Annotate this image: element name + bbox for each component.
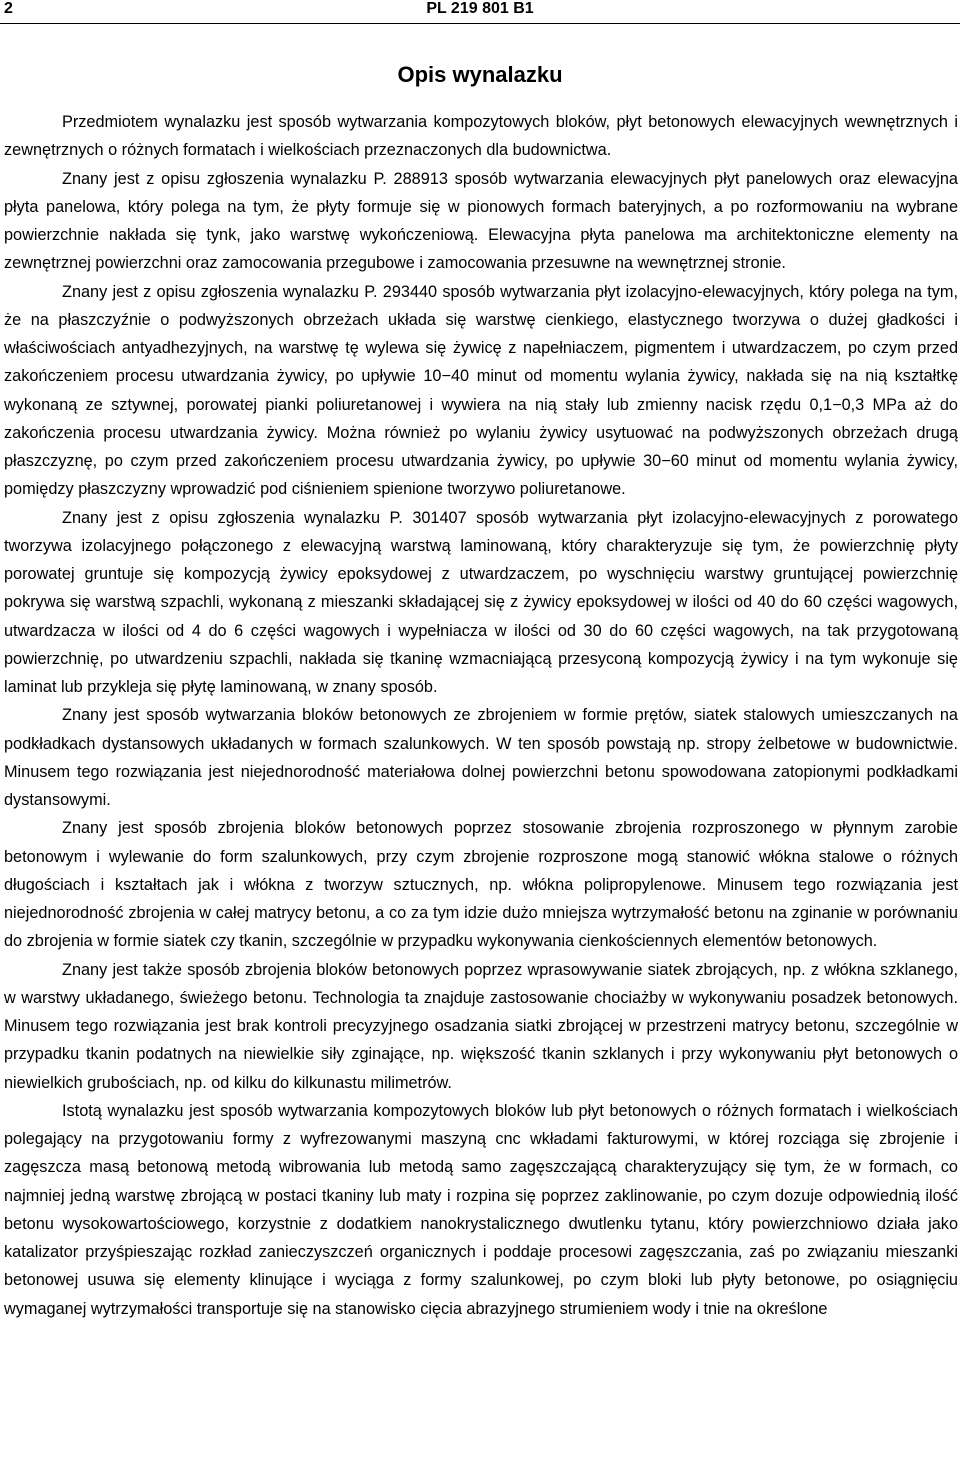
document-body: [4, 108, 958, 1323]
page-number: 2: [4, 0, 13, 17]
paragraph-3: Znany jest z opisu zgłoszenia wynalazku P. 293440 sposób wytwarzania płyt izolacyjno-elewacyjnych, który polega na tym, że na płaszczyźnie o podwyższonych obrzeżach układa się warstwę cienkiego, elastycznego tworzywa o dużej gładkości i właściwościach antyadhezyjnych, na warstwę tę wylewa się żywicę z napełniaczem, pigmentem i utwardzaczem, po czym przed zakończeniem procesu utwardzania żywicy, po upływie 10−40 minut od momentu wylania żywicy, nakłada się na nią kształtkę wykonaną ze sztywnej, porowatej pianki poliuretanowej i wywiera na nią stały lub zmienny nacisk rzędu 0,1−0,3 MPa aż do zakończenia procesu utwardzania żywicy. Można również po wylaniu żywicy usytuować na podwyższonych obrzeżach drugą płaszczyznę, po czym przed zakończeniem procesu utwardzania żywicy, po upływie 30−60 minut od momentu wylania żywicy, pomiędzy płaszczyzny wprowadzić pod ciśnieniem spienione tworzywo poliuretanowe.: [4, 282, 958, 499]
paragraph-1: Przedmiotem wynalazku jest sposób wytwarzania kompozytowych bloków, płyt betonowych elewacyjnych wewnętrznych i zewnętrznych o różnych formatach i wielkościach przeznaczonych dla budownictwa.: [4, 113, 958, 160]
paragraph-5: Znany jest sposób wytwarzania bloków betonowych ze zbrojeniem w formie prętów, siatek stalowych umieszczanych na podkładkach dystansowych układanych w formach szalunkowych. W ten sposób powstają np. stropy żelbetowe w budownictwie. Minusem tego rozwiązania jest niejednorodność materiałowa dolnej powierzchni betonu spowodowana zatopionymi podkładkami dystansowymi.: [4, 706, 958, 809]
paragraph-6: Znany jest sposób zbrojenia bloków betonowych poprzez stosowanie zbrojenia rozproszonego w płynnym zarobie betonowym i wylewanie do form szalunkowych, przy czym zbrojenie rozproszone mogą stanowić włókna stalowe o różnych długościach i kształtach jak i włókna z tworzyw sztucznych, np. włókna polipropylenowe. Minusem tego rozwiązania jest niejednorodność zbrojenia w całej matrycy betonu, a co za tym idzie dużo mniejsza wytrzymałość betonu na zginanie w porównaniu do zbrojenia w formie siatek czy tkanin, szczególnie w przypadku wykonywania cienkościennych elementów betonowych.: [4, 819, 958, 951]
paragraph-7: Znany jest także sposób zbrojenia bloków betonowych poprzez wprasowywanie siatek zbrojących, np. z włókna szklanego, w warstwy układanego, świeżego betonu. Technologia ta znajduje zastosowanie chociażby w wykonywaniu posadzek betonowych. Minusem tego rozwiązania jest brak kontroli precyzyjnego osadzania siatki zbrojącej w przestrzeni matrycy betonu, szczególnie w przypadku tkanin podatnych na niewielkie siły zginające, np. większość tkanin szklanych i przy wykonywaniu płyt betonowych o niewielkich grubościach, np. od kilku do kilkunastu milimetrów.: [4, 960, 958, 1092]
page-header: [0, 0, 960, 24]
paragraph-4: Znany jest z opisu zgłoszenia wynalazku P. 301407 sposób wytwarzania płyt izolacyjno-elewacyjnych z porowatego tworzywa izolacyjnego połączonego z elewacyjną warstwą laminowaną, który charakteryzuje się tym, że powierzchnię płyty porowatej gruntuje się kompozycją żywicy epoksydowej z utwardzaczem, po wyschnięciu warstwy gruntującej powierzchnię pokrywa się warstwą szpachli, wykonaną z mieszanki składającej się z żywicy epoksydowej w ilości od 40 do 60 części wagowych, utwardzacza w ilości od 4 do 6 części wagowych i wypełniacza w ilości od 30 do 60 części wagowych, na tak przygotowaną powierzchnię, po utwardzeniu szpachli, nakłada się tkaninę wzmacniającą przesyconą kompozycją żywicy i na tym wykonuje się laminat lub przykleja się płytę laminowaną, w znany sposób.: [4, 508, 958, 696]
paragraph-8: Istotą wynalazku jest sposób wytwarzania kompozytowych bloków lub płyt betonowych o różnych formatach i wielkościach polegający na przygotowaniu formy z wyfrezowanymi maszyną cnc wkładami fakturowymi, w której rozciąga się zbrojenie i zagęszcza masą betonową metodą wibrowania lub metodą samo zagęszczającą charakteryzujący się tym, że w formach, co najmniej jedną warstwę zbrojącą w postaci tkaniny lub maty i rozpina się poprzez zaklinowanie, po czym dozuje odpowiednią ilość betonu wysokowartościowego, korzystnie z dodatkiem nanokrystalicznego dwutlenku tytanu, który powierzchniowo działa jako katalizator przyśpieszając rozkład zanieczyszczeń organicznych i poddaje procesowi zagęszczania, zaś po związaniu mieszanki betonowej usuwa się elementy klinujące i wyciąga z formy szalunkowej, po czym bloki lub płyty betonowe, po osiągnięciu wymaganej wytrzymałości transportuje się na stanowisko cięcia abrazyjnego strumieniem wody i tnie na określone: [4, 1101, 958, 1318]
paragraph-2: Znany jest z opisu zgłoszenia wynalazku P. 288913 sposób wytwarzania elewacyjnych płyt panelowych oraz elewacyjna płyta panelowa, który polega na tym, że płyty formuje się w pionowych formach bateryjnych, a po rozformowaniu na wybrane powierzchnie nakłada się tynk, jako warstwę wykończeniową. Elewacyjna płyta panelowa ma architektoniczne elementy na zewnętrznej powierzchni oraz zamocowania przegubowe i zamocowania przesuwne na wewnętrznej stronie.: [4, 169, 958, 273]
section-title: Opis wynalazku: [397, 62, 563, 87]
document-id: PL 219 801 B1: [426, 0, 534, 17]
